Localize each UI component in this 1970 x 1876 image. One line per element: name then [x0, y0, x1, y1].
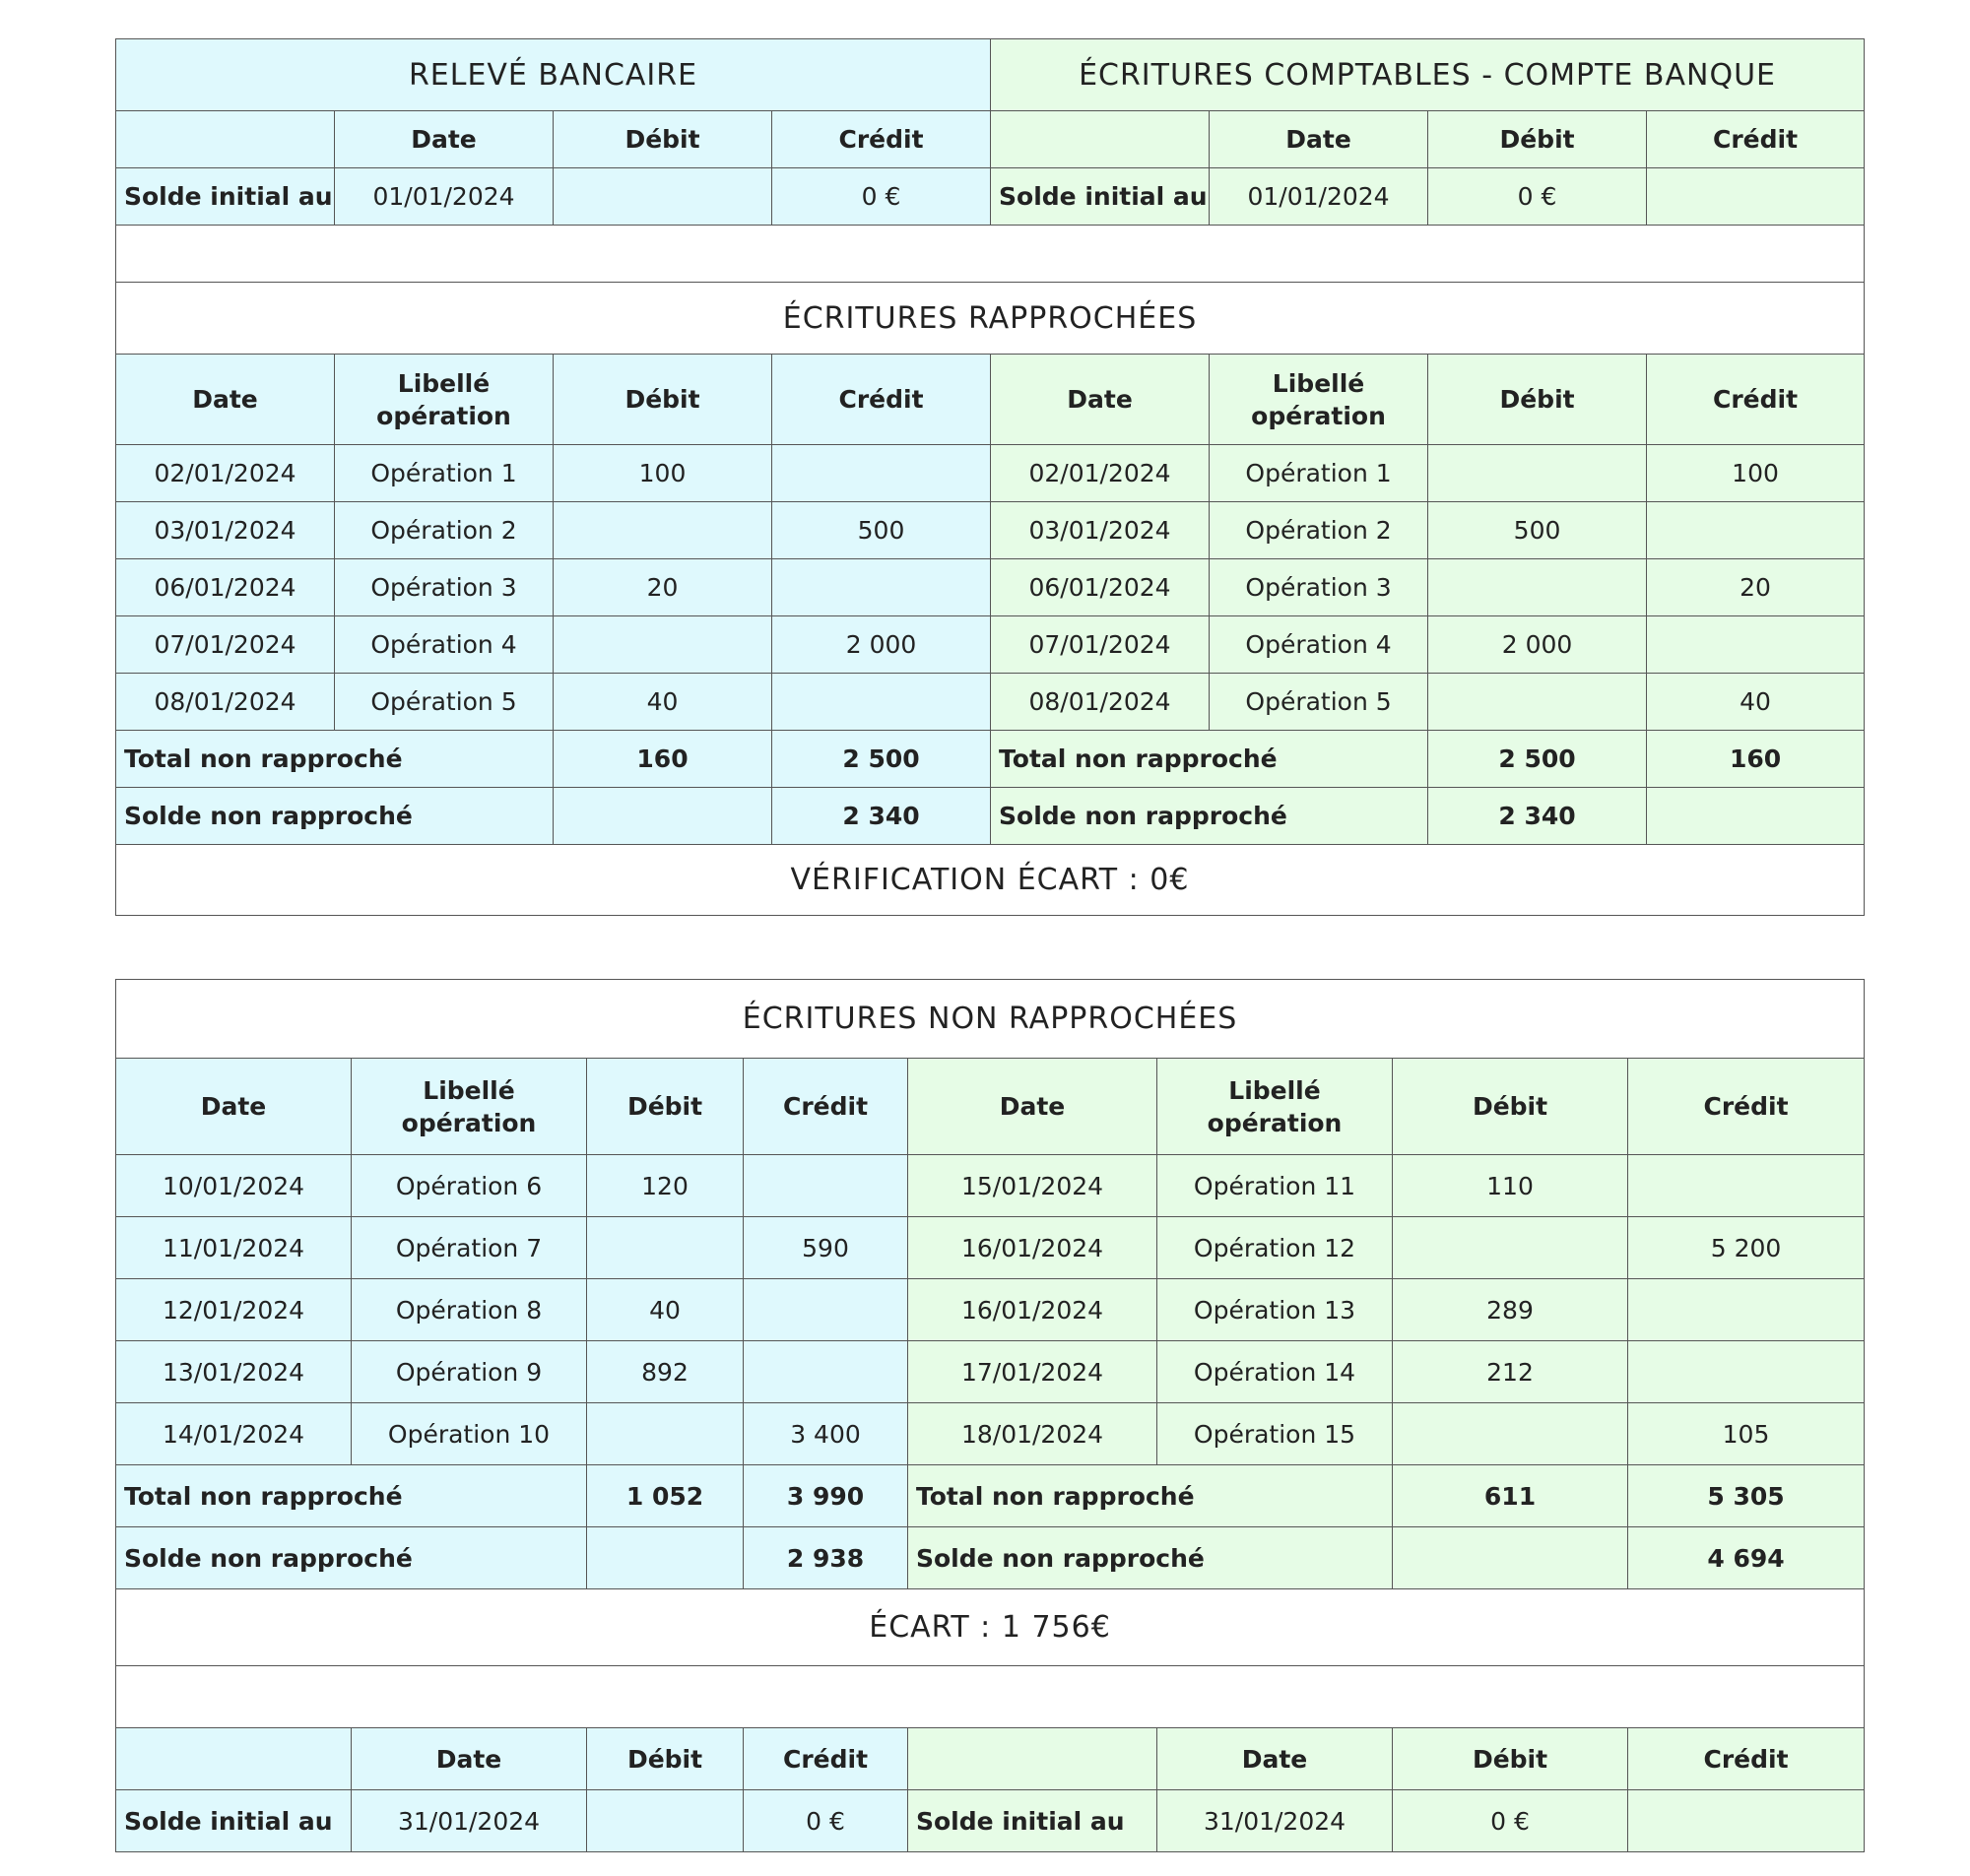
balance-credit: 2 340: [772, 788, 991, 845]
balance-label: Solde non rapproché: [991, 788, 1428, 845]
total-debit: 2 500: [1428, 731, 1647, 788]
row-debit: [587, 1217, 744, 1279]
row-debit: 289: [1393, 1279, 1628, 1341]
row-credit: 20: [1647, 559, 1865, 616]
row-date: 16/01/2024: [908, 1217, 1157, 1279]
row-label: Opération 2: [335, 502, 554, 559]
date-header: Date: [352, 1728, 587, 1790]
initial-balance-date: 01/01/2024: [335, 168, 554, 226]
total-row: [116, 1465, 1865, 1527]
initial-balance-label: Solde initial au: [991, 168, 1210, 226]
credit-header: Crédit: [1647, 355, 1865, 445]
debit-header: Débit: [1428, 111, 1647, 168]
row-date: 17/01/2024: [908, 1341, 1157, 1403]
empty-header-cell: [116, 1728, 352, 1790]
row-date: 08/01/2024: [991, 674, 1210, 731]
final-balance-debit: [587, 1790, 744, 1852]
final-balance-debit: 0 €: [1393, 1790, 1628, 1852]
credit-header: Crédit: [772, 355, 991, 445]
date-header: Date: [1210, 111, 1428, 168]
row-credit: 2 000: [772, 616, 991, 674]
row-credit: [744, 1341, 908, 1403]
balance-label: Solde non rapproché: [116, 1527, 587, 1589]
spacer-row: [116, 1666, 1865, 1728]
empty-header-cell: [908, 1728, 1157, 1790]
balance-debit: 2 340: [1428, 788, 1647, 845]
credit-header: Crédit: [1628, 1059, 1865, 1155]
row-date: 12/01/2024: [116, 1279, 352, 1341]
row-label: Opération 2: [1210, 502, 1428, 559]
row-debit: [1428, 674, 1647, 731]
row-label: Opération 10: [352, 1403, 587, 1465]
final-balance-label: Solde initial au: [908, 1790, 1157, 1852]
initial-balance-row: [116, 168, 1865, 226]
debit-header: Débit: [587, 1728, 744, 1790]
row-credit: [1628, 1155, 1865, 1217]
final-balance-date: 31/01/2024: [1157, 1790, 1393, 1852]
row-debit: [554, 502, 772, 559]
row-credit: [1628, 1341, 1865, 1403]
balance-credit: [1647, 788, 1865, 845]
debit-header: Débit: [1393, 1728, 1628, 1790]
total-debit: 160: [554, 731, 772, 788]
total-label: Total non rapproché: [116, 731, 554, 788]
row-debit: 892: [587, 1341, 744, 1403]
row-label: Opération 8: [352, 1279, 587, 1341]
table-row: [116, 1155, 1865, 1217]
initial-balance-label: Solde initial au: [116, 168, 335, 226]
table-row: [116, 616, 1865, 674]
balance-debit: [554, 788, 772, 845]
empty-header-cell: [116, 111, 335, 168]
row-date: 16/01/2024: [908, 1279, 1157, 1341]
final-balance-date: 31/01/2024: [352, 1790, 587, 1852]
credit-header: Crédit: [1647, 111, 1865, 168]
row-credit: 3 400: [744, 1403, 908, 1465]
table-row: [116, 559, 1865, 616]
row-credit: 500: [772, 502, 991, 559]
date-header: Date: [908, 1059, 1157, 1155]
books-title: ÉCRITURES COMPTABLES - COMPTE BANQUE: [991, 39, 1865, 111]
verification-gap: VÉRIFICATION ÉCART : 0€: [116, 845, 1865, 916]
unmatched-entries-title: ÉCRITURES NON RAPPROCHÉES: [116, 980, 1865, 1059]
final-balance-row: [116, 1790, 1865, 1852]
table-row: [116, 445, 1865, 502]
total-credit: 160: [1647, 731, 1865, 788]
label-header: Libellé opération: [335, 355, 554, 445]
row-debit: 212: [1393, 1341, 1628, 1403]
row-date: 18/01/2024: [908, 1403, 1157, 1465]
total-label: Total non rapproché: [116, 1465, 587, 1527]
row-credit: [772, 445, 991, 502]
balance-row: [116, 1527, 1865, 1589]
row-credit: [772, 559, 991, 616]
total-credit: 2 500: [772, 731, 991, 788]
row-debit: [1428, 445, 1647, 502]
row-debit: [1393, 1403, 1628, 1465]
row-label: Opération 13: [1157, 1279, 1393, 1341]
initial-balance-debit: [554, 168, 772, 226]
row-date: 02/01/2024: [991, 445, 1210, 502]
total-label: Total non rapproché: [991, 731, 1428, 788]
row-label: Opération 15: [1157, 1403, 1393, 1465]
spacer-row: [116, 226, 1865, 283]
bank-statement-title: RELEVÉ BANCAIRE: [116, 39, 991, 111]
balance-credit: 2 938: [744, 1527, 908, 1589]
total-row: [116, 731, 1865, 788]
row-debit: [1393, 1217, 1628, 1279]
row-label: Opération 3: [1210, 559, 1428, 616]
row-date: 02/01/2024: [116, 445, 335, 502]
row-date: 06/01/2024: [991, 559, 1210, 616]
row-debit: 2 000: [1428, 616, 1647, 674]
row-credit: [1628, 1279, 1865, 1341]
row-date: 15/01/2024: [908, 1155, 1157, 1217]
total-label: Total non rapproché: [908, 1465, 1393, 1527]
initial-balance-credit: 0 €: [772, 168, 991, 226]
debit-header: Débit: [1393, 1059, 1628, 1155]
label-header: Libellé opération: [1157, 1059, 1393, 1155]
balance-debit: [587, 1527, 744, 1589]
row-debit: 40: [587, 1279, 744, 1341]
date-header: Date: [991, 355, 1210, 445]
row-label: Opération 5: [335, 674, 554, 731]
row-credit: 40: [1647, 674, 1865, 731]
row-label: Opération 4: [335, 616, 554, 674]
table-row: [116, 1279, 1865, 1341]
credit-header: Crédit: [772, 111, 991, 168]
initial-balance-date: 01/01/2024: [1210, 168, 1428, 226]
final-balance-credit: [1628, 1790, 1865, 1852]
initial-balance-debit: 0 €: [1428, 168, 1647, 226]
row-label: Opération 3: [335, 559, 554, 616]
row-date: 06/01/2024: [116, 559, 335, 616]
matched-reconciliation-table: [115, 38, 1865, 916]
row-label: Opération 7: [352, 1217, 587, 1279]
balance-row: [116, 788, 1865, 845]
row-debit: [554, 616, 772, 674]
matched-entries-title: ÉCRITURES RAPPROCHÉES: [116, 283, 1865, 355]
row-credit: [744, 1279, 908, 1341]
credit-header: Crédit: [744, 1728, 908, 1790]
final-balance-credit: 0 €: [744, 1790, 908, 1852]
row-date: 11/01/2024: [116, 1217, 352, 1279]
table-row: [116, 1217, 1865, 1279]
table-row: [116, 1403, 1865, 1465]
row-credit: 5 200: [1628, 1217, 1865, 1279]
date-header: Date: [116, 355, 335, 445]
row-debit: 500: [1428, 502, 1647, 559]
debit-header: Débit: [554, 111, 772, 168]
balance-label: Solde non rapproché: [908, 1527, 1393, 1589]
credit-header: Crédit: [1628, 1728, 1865, 1790]
date-header: Date: [1157, 1728, 1393, 1790]
row-date: 10/01/2024: [116, 1155, 352, 1217]
row-date: 07/01/2024: [991, 616, 1210, 674]
label-header: Libellé opération: [1210, 355, 1428, 445]
debit-header: Débit: [587, 1059, 744, 1155]
empty-header-cell: [991, 111, 1210, 168]
row-debit: 40: [554, 674, 772, 731]
row-debit: 100: [554, 445, 772, 502]
date-header: Date: [335, 111, 554, 168]
balance-debit: [1393, 1527, 1628, 1589]
row-debit: 110: [1393, 1155, 1628, 1217]
row-date: 07/01/2024: [116, 616, 335, 674]
row-debit: 120: [587, 1155, 744, 1217]
row-credit: 100: [1647, 445, 1865, 502]
gap-summary: ÉCART : 1 756€: [116, 1589, 1865, 1666]
row-date: 03/01/2024: [991, 502, 1210, 559]
row-label: Opération 11: [1157, 1155, 1393, 1217]
table-row: [116, 1341, 1865, 1403]
label-header: Libellé opération: [352, 1059, 587, 1155]
debit-header: Débit: [1428, 355, 1647, 445]
row-debit: 20: [554, 559, 772, 616]
total-debit: 1 052: [587, 1465, 744, 1527]
row-credit: [1647, 616, 1865, 674]
balance-label: Solde non rapproché: [116, 788, 554, 845]
row-credit: [772, 674, 991, 731]
row-label: Opération 14: [1157, 1341, 1393, 1403]
debit-header: Débit: [554, 355, 772, 445]
credit-header: Crédit: [744, 1059, 908, 1155]
row-credit: 105: [1628, 1403, 1865, 1465]
row-label: Opération 1: [335, 445, 554, 502]
row-date: 14/01/2024: [116, 1403, 352, 1465]
table-row: [116, 674, 1865, 731]
row-label: Opération 5: [1210, 674, 1428, 731]
row-credit: 590: [744, 1217, 908, 1279]
date-header: Date: [116, 1059, 352, 1155]
row-date: 03/01/2024: [116, 502, 335, 559]
row-label: Opération 12: [1157, 1217, 1393, 1279]
total-debit: 611: [1393, 1465, 1628, 1527]
row-label: Opération 6: [352, 1155, 587, 1217]
row-label: Opération 1: [1210, 445, 1428, 502]
row-debit: [1428, 559, 1647, 616]
row-debit: [587, 1403, 744, 1465]
balance-credit: 4 694: [1628, 1527, 1865, 1589]
table-row: [116, 502, 1865, 559]
initial-balance-credit: [1647, 168, 1865, 226]
row-credit: [1647, 502, 1865, 559]
total-credit: 3 990: [744, 1465, 908, 1527]
final-balance-label: Solde initial au: [116, 1790, 352, 1852]
row-credit: [744, 1155, 908, 1217]
row-date: 08/01/2024: [116, 674, 335, 731]
row-label: Opération 9: [352, 1341, 587, 1403]
row-date: 13/01/2024: [116, 1341, 352, 1403]
unmatched-reconciliation-table: [115, 979, 1865, 1852]
total-credit: 5 305: [1628, 1465, 1865, 1527]
row-label: Opération 4: [1210, 616, 1428, 674]
